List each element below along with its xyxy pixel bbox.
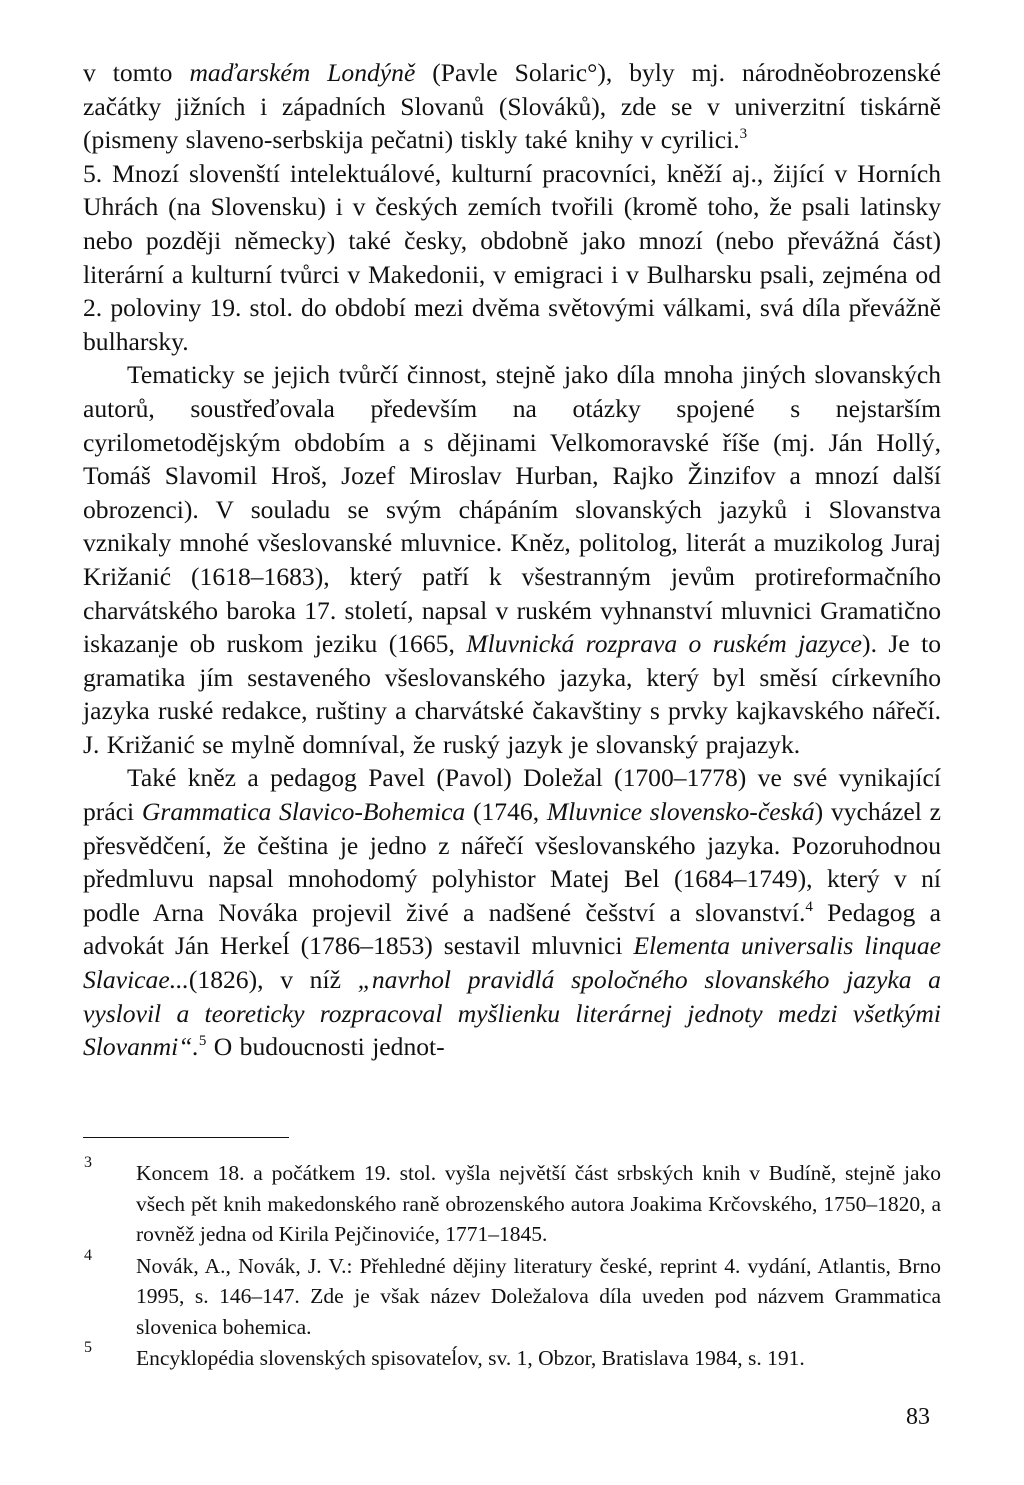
footnote-reference: 3 [739,126,748,143]
footnote-number: 5 [84,1339,92,1356]
footnote-reference: 4 [805,898,813,915]
footnote-number: 3 [84,1154,92,1171]
italic-text: „navrhol pravidlá spoločného slovanského jazyka a vyslovil a teoreticky rozpracoval myšlienku literárnej jednoty medzi všetkými Slovanmi“. [83,965,941,1062]
footnotes [83,1154,941,1375]
paragraph [83,358,941,761]
paragraph [83,761,941,1063]
italic-text: Elementa universalis linquae Slavicae... [83,931,941,995]
footnote-text: Koncem 18. a počátkem 19. stol. vyšla největší část srbských knih v Budíně, stejně jako všech pět knih makedonského raně obrozenského autora Joakima Krčovského, 1750–1820, a rovněž jedna od Kirila Pejčinoviće, 1771–1845. [136,1161,941,1246]
footnote [83,1246,941,1343]
paragraph [83,157,941,359]
italic-text: Mluvnická rozprava o ruském jazyce [466,629,863,659]
italic-text: Mluvnice slovensko-česká [546,797,815,827]
text-run: O budoucnosti jednot- [206,1032,445,1062]
footnote [83,1154,941,1250]
text-run: Tematicky se jejich tvůrčí činnost, stejně jako díla mnoha jiných slovanských autorů, soustřeďovala především na otázky spojené s nejstarším cyrilometodějským obdobím a s dějinami Velkomoravské říše (mj. Ján Hollý, Tomáš Slavomil Hroš, Jozef Miroslav Hurban, Rajko Žinzifov a mnozí další obrozenci). V souladu se svým chápáním slovanských jazyků i Slovanstva vznikaly mnohé všeslovanské mluvnice. Kněz, politolog, literát a muzikolog Juraj Križanić (1618–1683), který patří k všestranným jevům protireformačního charvátského baroka 17. století, napsal v ruském vyhnanství mluvnici Gramatično iskazanje ob ruskom jeziku (1665, [83,360,941,659]
text-run: ) vycházel z přesvědčení, že čeština je jedno z nářečí všeslovanského jazyka. Pozoruhodnou předmluvu napsal mnohodomý polyhistor Matej Bel (1684–1749), který v ní podle Arna Nováka projevil živé a nadšené češství a slovanství. [83,797,941,927]
text-run: Pedagog a advokát Ján Herkeĺ (1786–1853) sestavil mluvnici [83,897,941,961]
footnote [83,1339,941,1374]
page-number: 83 [906,1404,930,1430]
italic-text: maďarském Londýně [189,58,416,87]
text-run: (Pavle Solaric°), byly mj. národněobrozenské začátky jižních i západních Slovanů (Slováků), zde se v univerzitní tiskárně (pismeny slaveno-serbskija pečatni) tiskly také knihy v cyrilici. [83,58,941,155]
italic-text: Grammatica Slavico-Bohemica [141,797,466,827]
footnote-text: Encyklopédia slovenských spisovateĺov, sv. 1, Obzor, Bratislava 1984, s. 191. [136,1346,805,1370]
text-run: (1746, [465,797,547,827]
page [83,56,941,1064]
text-run: 5. Mnozí slovenští intelektuálové, kulturní pracovníci, kněží aj., žijící v Horních Uhrách (na Slovensku) i v českých zemích tvořili (kromě toho, že psali latinsky nebo později německy) také česky, obdobně jako mnozí (nebo převážná část) literární a kulturní tvůrci v Makedonii, v emigraci i v Bulharsku psali, zejména od 2. poloviny 19. stol. do období mezi dvěma světovými válkami, svá díla převážně bulharsky. [83,158,941,356]
body-text [83,56,941,1064]
paragraph [83,56,941,157]
footnote-number: 4 [84,1246,92,1264]
text-run: (1826), v níž [188,965,358,995]
footnote-separator [83,1137,289,1138]
text-run: v tomto [83,58,190,87]
footnote-reference: 5 [198,1033,207,1050]
footnote-text: Novák, A., Novák, J. V.: Přehledné dějiny literatury české, reprint 4. vydání, Atlantis, Brno 1995, s. 146–147. Zde je však název Doležalova díla uveden pod názvem Grammatica slovenica bohemica. [136,1253,941,1339]
text-run: Také kněz a pedagog Pavel (Pavol) Doležal (1700–1778) ve své vynikající práci [83,763,941,827]
text-run: ). Je to gramatika jím sestaveného všeslovanského jazyka, který byl směsí církevního jazyka ruské redakce, ruštiny a charvátské čakavštiny s prvky kajkavského nářečí. J. Križanić se mylně domníval, že ruský jazyk je slovanský prajazyk. [83,629,942,759]
